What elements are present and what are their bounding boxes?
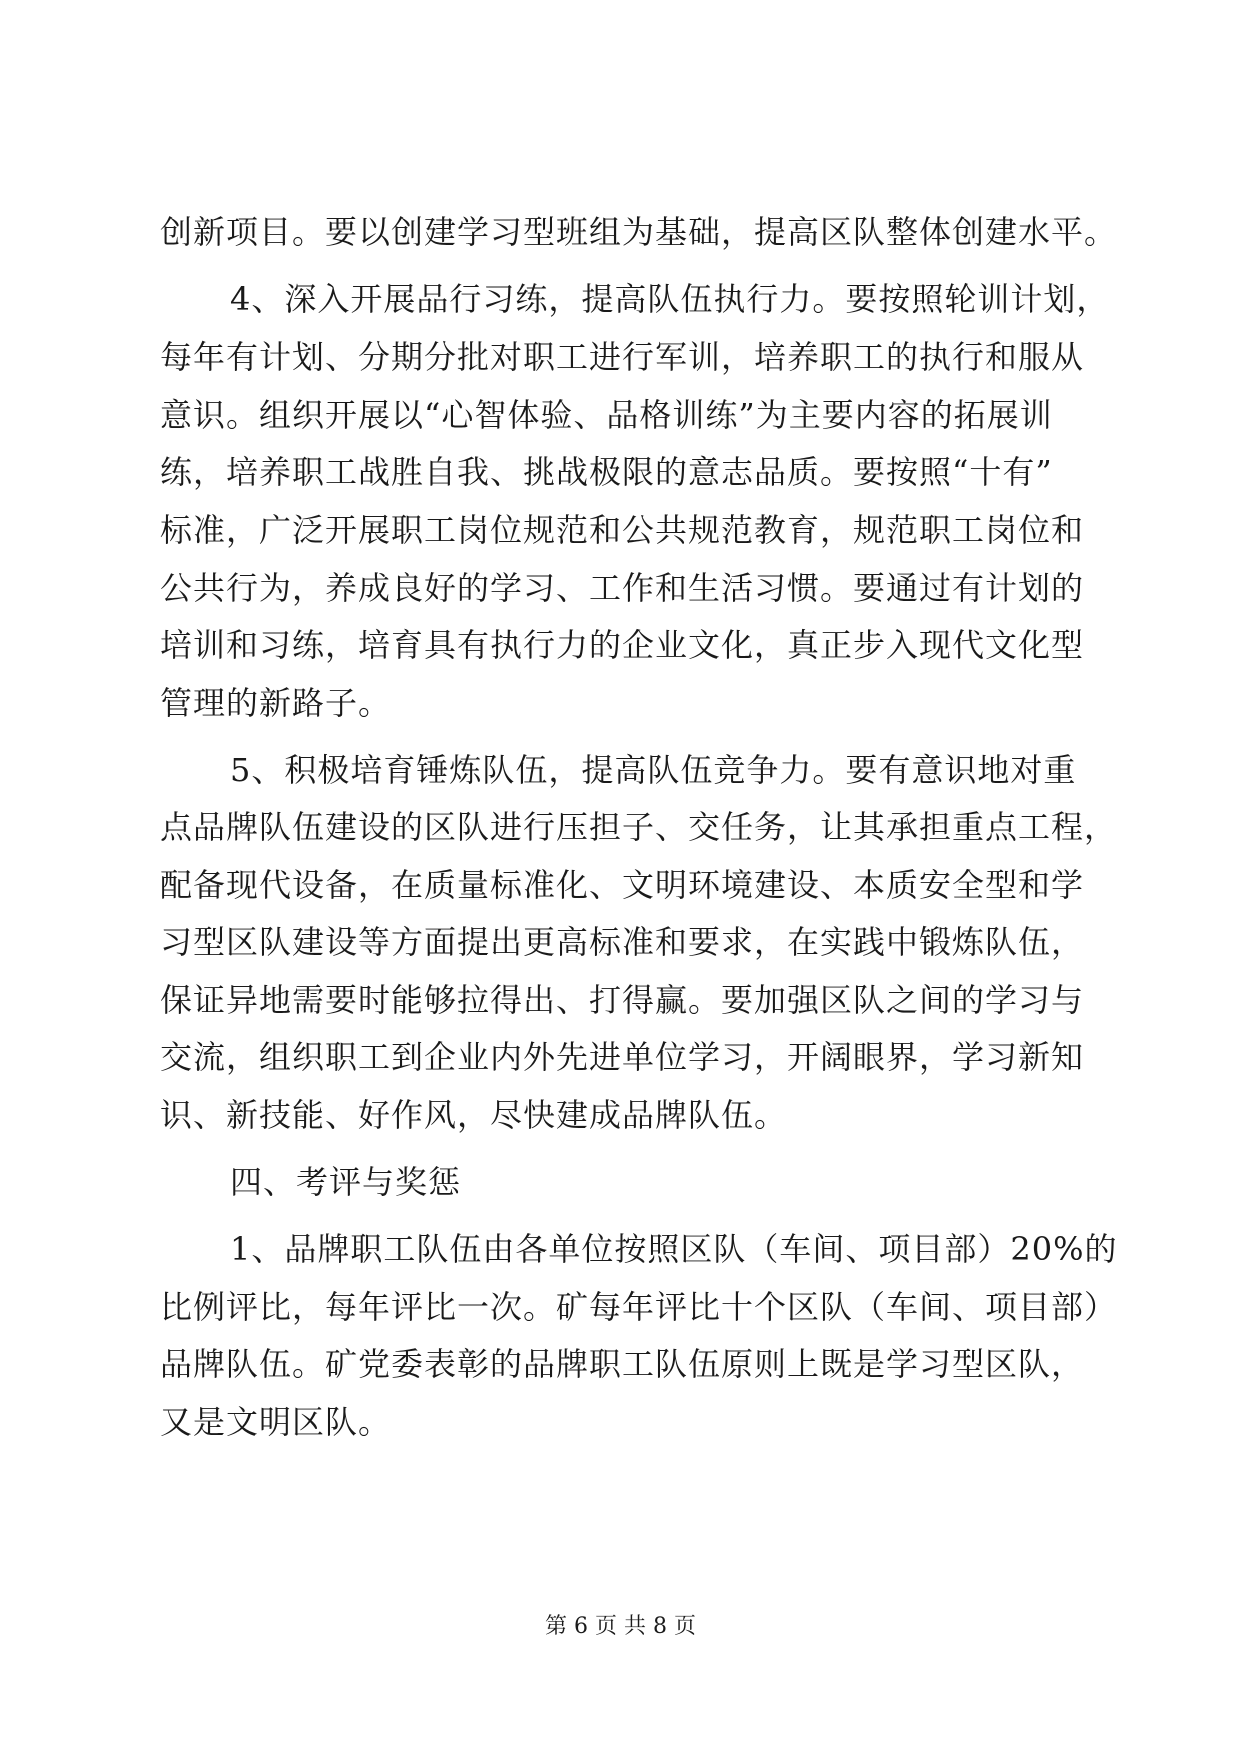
body-line: 创新项目。要以创建学习型班组为基础，提高区队整体创建水平。 (160, 213, 1118, 251)
body-line: 又是文明区队。 (160, 1403, 392, 1441)
body-line: 比例评比，每年评比一次。矿每年评比十个区队（车间、项目部） (160, 1288, 1118, 1326)
section-heading: 四、考评与奖惩 (230, 1163, 462, 1201)
body-line: 每年有计划、分期分批对职工进行军训，培养职工的执行和服从 (160, 338, 1085, 376)
paragraph-start-line: 4、深入开展品行习练，提高队伍执行力。要按照轮训计划， (230, 280, 1110, 318)
body-line: 标准，广泛开展职工岗位规范和公共规范教育，规范职工岗位和 (160, 511, 1085, 549)
body-line: 点品牌队伍建设的区队进行压担子、交任务，让其承担重点工程， (160, 808, 1118, 846)
body-line: 管理的新路子。 (160, 684, 392, 722)
paragraph-start-line: 1、品牌职工队伍由各单位按照区队（车间、项目部）20%的 (230, 1230, 1118, 1268)
body-line: 品牌队伍。矿党委表彰的品牌职工队伍原则上既是学习型区队， (160, 1345, 1085, 1383)
body-line: 识、新技能、好作风，尽快建成品牌队伍。 (160, 1096, 788, 1134)
body-line: 练，培养职工战胜自我、挑战极限的意志品质。要按照“十有” (160, 453, 1053, 491)
body-line: 公共行为，养成良好的学习、工作和生活习惯。要通过有计划的 (160, 569, 1085, 607)
body-line: 培训和习练，培育具有执行力的企业文化，真正步入现代文化型 (160, 626, 1085, 664)
body-line: 意识。组织开展以“心智体验、品格训练”为主要内容的拓展训 (160, 396, 1053, 434)
paragraph-start-line: 5、积极培育锤炼队伍，提高队伍竞争力。要有意识地对重 (230, 751, 1077, 789)
body-line: 配备现代设备，在质量标准化、文明环境建设、本质安全型和学 (160, 866, 1085, 904)
body-line: 交流，组织职工到企业内外先进单位学习，开阔眼界，学习新知 (160, 1038, 1085, 1076)
body-line: 习型区队建设等方面提出更高标准和要求，在实践中锻炼队伍， (160, 923, 1085, 961)
body-line: 保证异地需要时能够拉得出、打得赢。要加强区队之间的学习与 (160, 981, 1085, 1019)
page-number-footer: 第 6 页 共 8 页 (545, 1614, 696, 1639)
